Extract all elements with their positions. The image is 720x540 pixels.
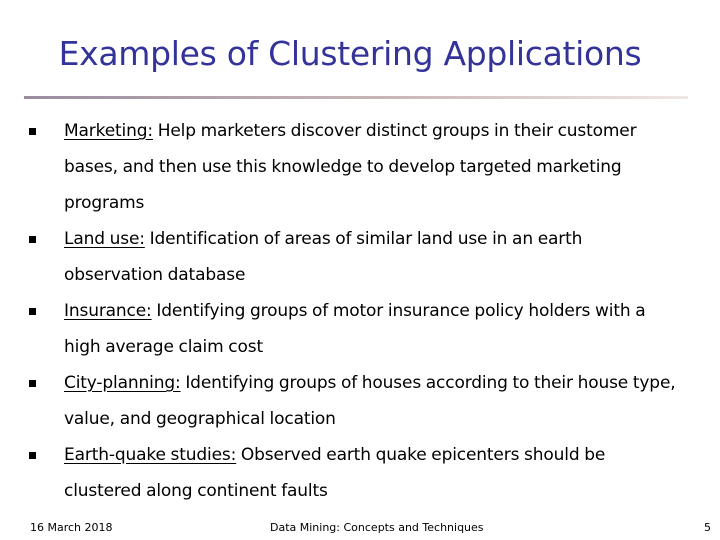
title-divider — [24, 96, 688, 99]
bullet-description: Observed earth quake epicenters should be clustered along continent faults — [64, 445, 606, 501]
bullet-text — [64, 113, 676, 221]
footer-date: 16 March 2018 — [30, 521, 113, 534]
square-bullet-icon — [29, 308, 36, 315]
bullet-term: City-planning: — [64, 373, 181, 393]
bullet-text — [64, 437, 676, 509]
square-bullet-icon — [29, 236, 36, 243]
bullet-description: Identifying groups of houses according to their house type, value, and geographical location — [64, 373, 676, 429]
bullet-term: Land use: — [64, 229, 145, 249]
footer-title: Data Mining: Concepts and Techniques — [270, 521, 484, 534]
bullet-description: Identification of areas of similar land use in an earth observation database — [64, 229, 583, 285]
bullet-term: Marketing: — [64, 121, 153, 141]
square-bullet-icon — [29, 452, 36, 459]
slide-title: Examples of Clustering Applications — [58, 34, 642, 73]
bullet-text — [64, 221, 676, 293]
page-number: 5 — [704, 521, 711, 534]
bullet-text — [64, 365, 676, 437]
square-bullet-icon — [29, 380, 36, 387]
bullet-description: Identifying groups of motor insurance policy holders with a high average claim cost — [64, 301, 646, 357]
bullet-text — [64, 293, 676, 365]
square-bullet-icon — [29, 128, 36, 135]
bullet-term: Insurance: — [64, 301, 152, 321]
bullet-term: Earth-quake studies: — [64, 445, 237, 465]
bullet-description: Help marketers discover distinct groups in their customer bases, and then use this knowledge to develop targeted marketing programs — [64, 121, 637, 213]
